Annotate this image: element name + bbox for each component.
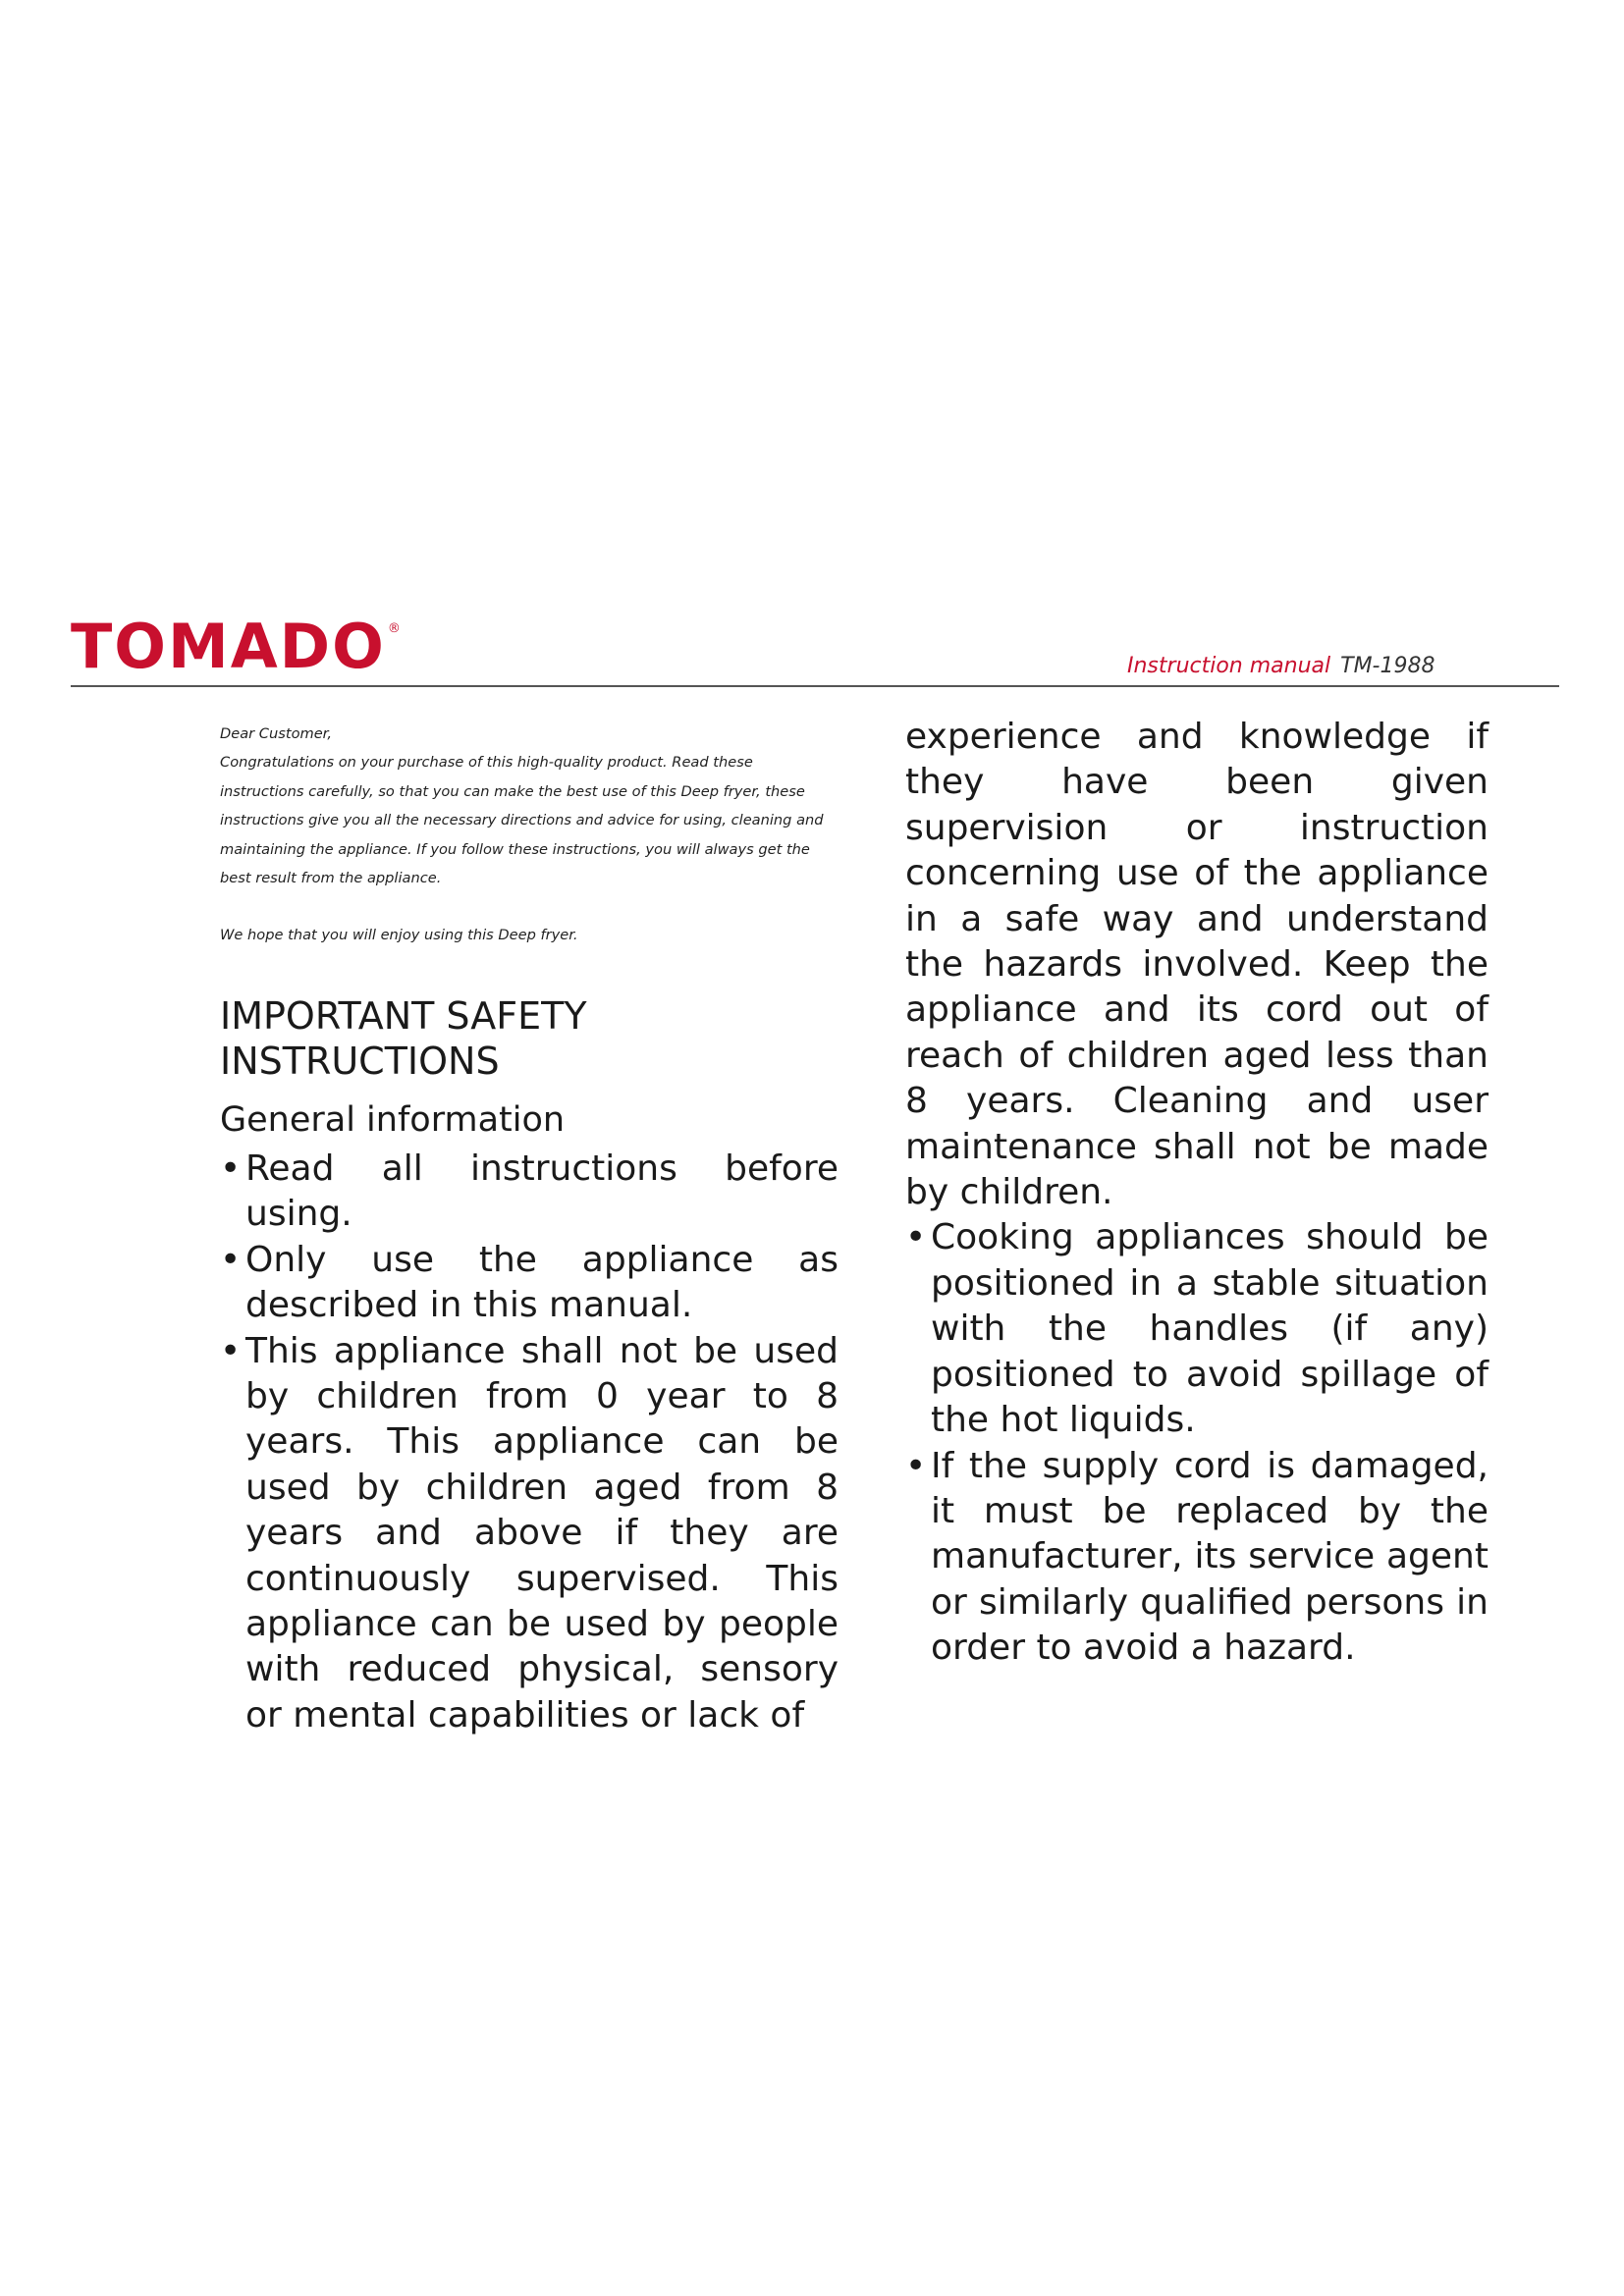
registered-mark: ® — [387, 621, 403, 636]
intro-closing: We hope that you will enjoy using this Deep fryer. — [220, 927, 578, 944]
section-title: IMPORTANT SAFETY INSTRUCTIONS — [220, 994, 587, 1083]
continued-paragraph: experience and knowledge if they have been given supervision or instruction concerning use of the appliance in a safe way and understand the hazards involved. Keep the appliance and its cord out of reach of children aged less than 8 years. Cleaning and user maintenance shall not be made by children. — [905, 717, 1489, 1213]
list-item: • If the supply cord is damaged, it must be replaced by the manufacturer, its service agent or similarly qualified persons in order to avoid a hazard. — [905, 1444, 1489, 1672]
list-item: • Read all instructions before using. — [220, 1147, 839, 1238]
right-column — [905, 715, 1489, 1672]
header-divider — [71, 685, 1559, 687]
brand-name: TOMADO — [71, 611, 386, 682]
intro-letter — [220, 720, 839, 950]
salutation: Dear Customer, — [220, 725, 332, 742]
sub-title: General information — [220, 1100, 566, 1140]
list-item: • Cooking appliances should be positioned in a stable situation with the handles (if any) positioned to avoid spillage of the hot liquids. — [905, 1215, 1489, 1443]
model-number: TM-1988 — [1340, 654, 1435, 678]
manual-label: Instruction manual — [1127, 654, 1331, 678]
list-item: • This appliance shall not be used by children from 0 year to 8 years. This appliance can be used by children aged from 8 years and above if they are continuously supervised. This appliance can be used by people with reduced physical, sensory or mental capabilities or lack of — [220, 1329, 839, 1739]
brand-logo — [71, 611, 403, 682]
manual-header — [1127, 656, 1435, 677]
list-item: • Only use the appliance as described in this manual. — [220, 1238, 839, 1329]
intro-body: Congratulations on your purchase of this high-quality product. Read these instructions carefully, so that you can make the best use of this Deep fryer, these instructions give you all the necessary directions and advice for using, cleaning and maintaining the appliance. If you follow these instructions, you will always get the best result from the appliance. — [220, 754, 824, 887]
left-column — [220, 993, 839, 1738]
